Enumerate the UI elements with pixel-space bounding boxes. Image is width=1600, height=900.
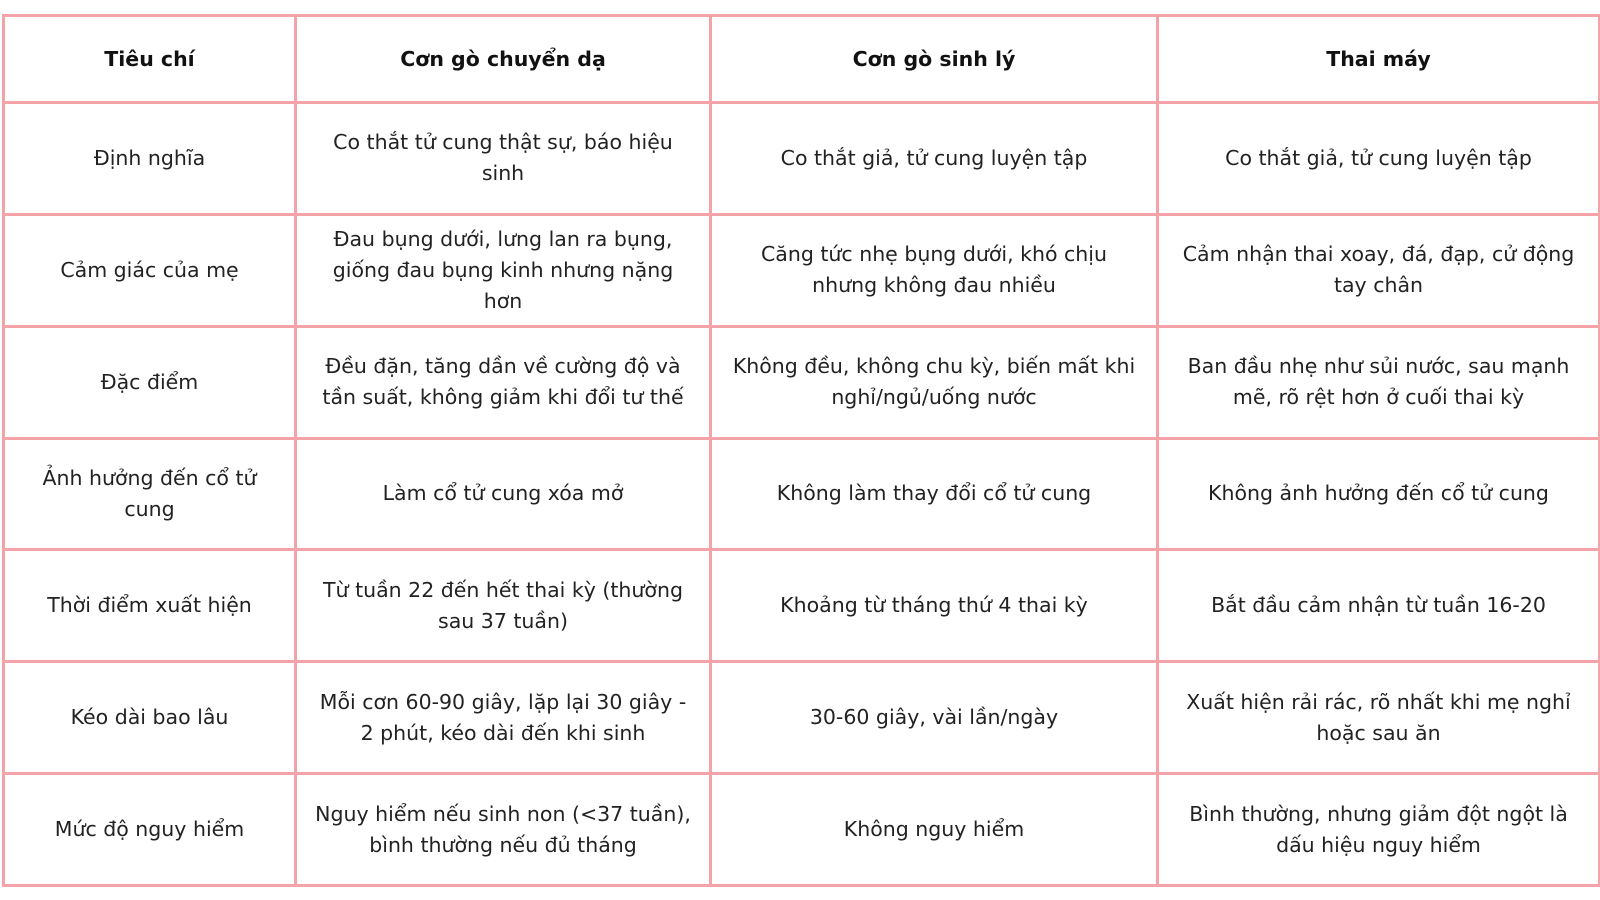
table-cell: Mỗi cơn 60-90 giây, lặp lại 30 giây - 2 phút, kéo dài đến khi sinh (296, 662, 711, 774)
table-cell: 30-60 giây, vài lần/ngày (711, 662, 1158, 774)
row-label: Kéo dài bao lâu (4, 662, 296, 774)
table-cell: Không ảnh hưởng đến cổ tử cung (1158, 438, 1600, 550)
row-label: Mức độ nguy hiểm (4, 774, 296, 886)
table-cell: Cảm nhận thai xoay, đá, đạp, cử động tay chân (1158, 214, 1600, 326)
table-row (4, 103, 1600, 215)
table-row (4, 214, 1600, 326)
table-cell: Làm cổ tử cung xóa mở (296, 438, 711, 550)
header-criteria: Tiêu chí (4, 16, 296, 103)
table-cell: Co thắt giả, tử cung luyện tập (711, 103, 1158, 215)
header-fetal-movement: Thai máy (1158, 16, 1600, 103)
table-cell: Ban đầu nhẹ như sủi nước, sau mạnh mẽ, rõ rệt hơn ở cuối thai kỳ (1158, 326, 1600, 438)
table-cell: Co thắt giả, tử cung luyện tập (1158, 103, 1600, 215)
table-row (4, 550, 1600, 662)
table-row (4, 774, 1600, 886)
table-cell: Không đều, không chu kỳ, biến mất khi nghỉ/ngủ/uống nước (711, 326, 1158, 438)
table-row (4, 662, 1600, 774)
row-label: Ảnh hưởng đến cổ tử cung (4, 438, 296, 550)
comparison-table (2, 14, 1600, 887)
table-cell: Bình thường, nhưng giảm đột ngột là dấu hiệu nguy hiểm (1158, 774, 1600, 886)
table-cell: Căng tức nhẹ bụng dưới, khó chịu nhưng không đau nhiều (711, 214, 1158, 326)
row-label: Định nghĩa (4, 103, 296, 215)
table-cell: Đều đặn, tăng dần về cường độ và tần suất, không giảm khi đổi tư thế (296, 326, 711, 438)
header-labor-contractions: Cơn gò chuyển dạ (296, 16, 711, 103)
header-physiological-contractions: Cơn gò sinh lý (711, 16, 1158, 103)
table-cell: Nguy hiểm nếu sinh non (<37 tuần), bình thường nếu đủ tháng (296, 774, 711, 886)
table-header-row (4, 16, 1600, 103)
table-cell: Đau bụng dưới, lưng lan ra bụng, giống đau bụng kinh nhưng nặng hơn (296, 214, 711, 326)
table-cell: Từ tuần 22 đến hết thai kỳ (thường sau 37 tuần) (296, 550, 711, 662)
table-cell: Xuất hiện rải rác, rõ nhất khi mẹ nghỉ hoặc sau ăn (1158, 662, 1600, 774)
table-cell: Không nguy hiểm (711, 774, 1158, 886)
table-row (4, 326, 1600, 438)
table-row (4, 438, 1600, 550)
row-label: Thời điểm xuất hiện (4, 550, 296, 662)
row-label: Cảm giác của mẹ (4, 214, 296, 326)
comparison-table-container (2, 14, 1598, 887)
table-cell: Bắt đầu cảm nhận từ tuần 16-20 (1158, 550, 1600, 662)
table-cell: Co thắt tử cung thật sự, báo hiệu sinh (296, 103, 711, 215)
table-cell: Khoảng từ tháng thứ 4 thai kỳ (711, 550, 1158, 662)
table-cell: Không làm thay đổi cổ tử cung (711, 438, 1158, 550)
row-label: Đặc điểm (4, 326, 296, 438)
